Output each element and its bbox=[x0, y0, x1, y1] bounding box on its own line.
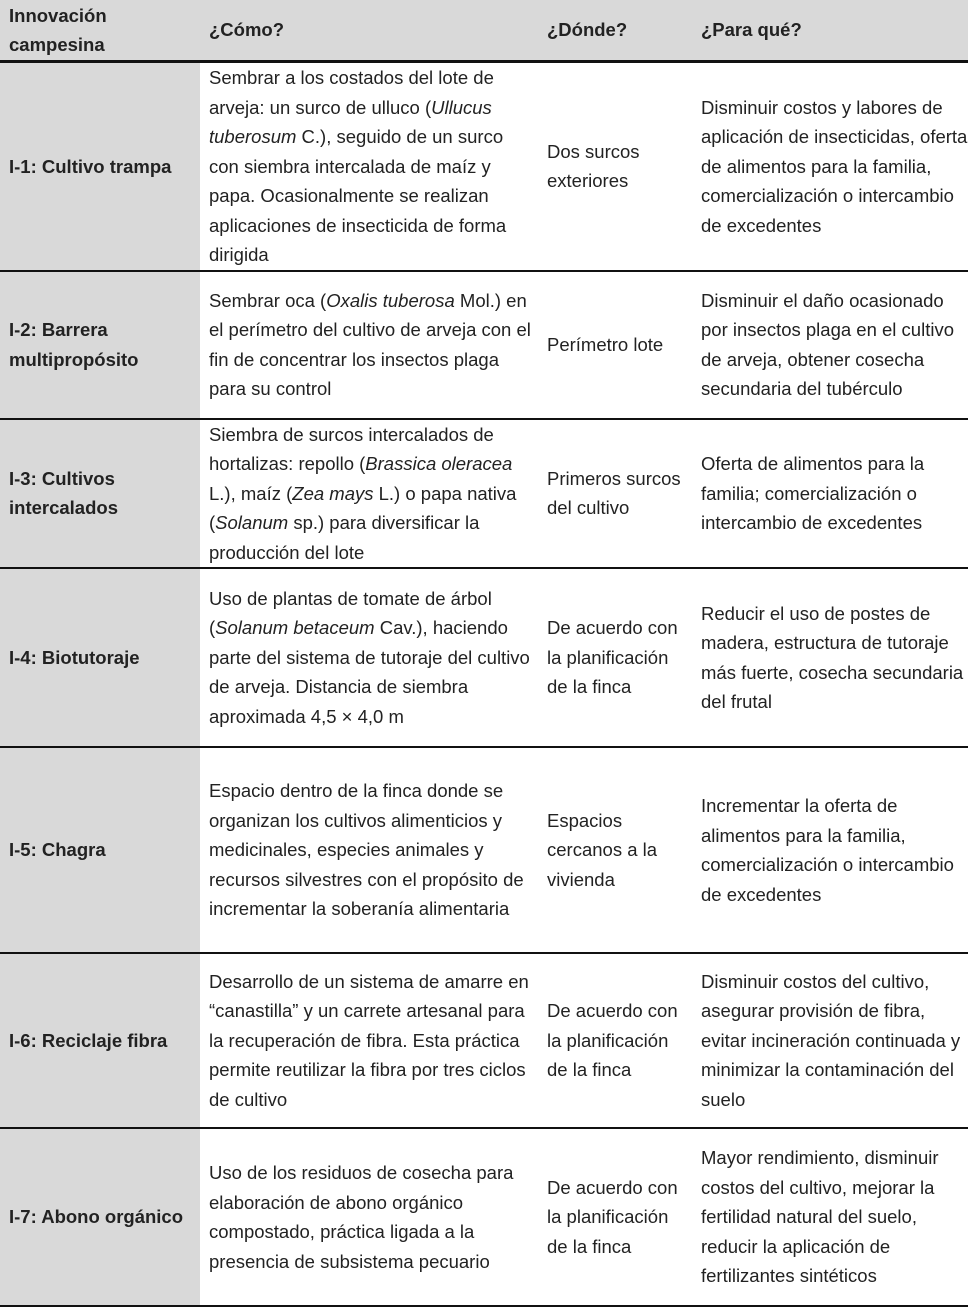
donde-cell: Primeros surcos del cultivo bbox=[538, 419, 692, 569]
header-innovacion: Innovación campesina bbox=[0, 0, 200, 62]
table-row bbox=[0, 747, 968, 953]
donde-cell: De acuerdo con la planificación de la finca bbox=[538, 568, 692, 747]
para-que-cell: Incrementar la oferta de alimentos para la familia, comercialización o intercambio de excedentes bbox=[692, 747, 968, 953]
como-cell bbox=[200, 62, 538, 271]
como-text: L.) o papa nativa ( bbox=[209, 482, 517, 533]
como-text: Sembrar a los costados del lote de arveja: un surco de ulluco ( bbox=[209, 67, 494, 118]
como-cell bbox=[200, 1128, 538, 1306]
como-text: sp.) para diversificar la producción del lote bbox=[209, 512, 480, 563]
como-text: Uso de los residuos de cosecha para elaboración de abono orgánico compostado, práctica ligada a la presencia de subsistema pecuario bbox=[209, 1162, 514, 1272]
table-row bbox=[0, 62, 968, 271]
para-que-cell: Reducir el uso de postes de madera, estructura de tutoraje más fuerte, cosecha secundaria del frutal bbox=[692, 568, 968, 747]
table-row bbox=[0, 419, 968, 569]
como-text: Desarrollo de un sistema de amarre en “canastilla” y un carrete artesanal para la recuperación de fibra. Esta práctica permite reutilizar la fibra por tres ciclos de cultivo bbox=[209, 970, 529, 1110]
como-text: Espacio dentro de la finca donde se organizan los cultivos alimenticios y medicinales, especies animales y recursos silvestres con el propósito de incrementar la soberanía alimentaria bbox=[209, 780, 524, 920]
innovation-name: I-5: Chagra bbox=[0, 747, 200, 953]
header-como: ¿Cómo? bbox=[200, 0, 538, 62]
donde-cell: Dos surcos exteriores bbox=[538, 62, 692, 271]
innovation-name: I-7: Abono orgánico bbox=[0, 1128, 200, 1306]
donde-cell: Espacios cercanos a la vivienda bbox=[538, 747, 692, 953]
para-que-cell: Disminuir el daño ocasionado por insectos plaga en el cultivo de arveja, obtener cosecha secundaria del tubérculo bbox=[692, 271, 968, 419]
species-name: Zea mays bbox=[292, 482, 374, 504]
header-donde: ¿Dónde? bbox=[538, 0, 692, 62]
como-text: C.), seguido de un surco con siembra intercalada de maíz y papa. Ocasionalmente se realizan aplicaciones de insecticida de forma dirigida bbox=[209, 126, 507, 265]
innovation-name: I-1: Cultivo trampa bbox=[0, 62, 200, 271]
table-row bbox=[0, 568, 968, 747]
species-name: Solanum betaceum bbox=[215, 617, 375, 639]
species-name: Solanum bbox=[215, 512, 289, 533]
como-text: Siembra de surcos intercalados de hortalizas: repollo ( bbox=[209, 423, 494, 474]
para-que-cell: Oferta de alimentos para la familia; comercialización o intercambio de excedentes bbox=[692, 419, 968, 569]
como-text: L.), maíz ( bbox=[209, 482, 293, 504]
como-text: Uso de plantas de tomate de árbol ( bbox=[209, 587, 492, 639]
como-cell bbox=[200, 419, 538, 569]
como-cell bbox=[200, 953, 538, 1128]
donde-cell: De acuerdo con la planificación de la finca bbox=[538, 953, 692, 1128]
como-cell bbox=[200, 271, 538, 419]
donde-cell: Perímetro lote bbox=[538, 271, 692, 419]
donde-cell: De acuerdo con la planificación de la finca bbox=[538, 1128, 692, 1306]
table-row bbox=[0, 271, 968, 419]
innovation-name: I-3: Cultivos intercalados bbox=[0, 419, 200, 569]
species-name: Brassica oleracea bbox=[365, 453, 513, 474]
como-text: Sembrar oca ( bbox=[209, 289, 327, 311]
header-row bbox=[0, 0, 968, 62]
species-name: Ullucus tuberosum bbox=[209, 96, 492, 147]
como-cell bbox=[200, 568, 538, 747]
innovation-name: I-6: Reciclaje fibra bbox=[0, 953, 200, 1128]
header-para-que: ¿Para qué? bbox=[692, 0, 968, 62]
table-row bbox=[0, 1128, 968, 1306]
table-row bbox=[0, 953, 968, 1128]
species-name: Oxalis tuberosa bbox=[326, 289, 455, 311]
para-que-cell: Disminuir costos y labores de aplicación de insecticidas, oferta de alimentos para la familia, comercialización o intercambio de excedentes bbox=[692, 62, 968, 271]
como-text: Cav.), haciendo parte del sistema de tutoraje del cultivo de arveja. Distancia de siembra aproximada 4,5 × 4,0 m bbox=[209, 617, 530, 727]
para-que-cell: Disminuir costos del cultivo, asegurar provisión de fibra, evitar incineración continuada y minimizar la contaminación del suelo bbox=[692, 953, 968, 1128]
innovation-name: I-2: Barrera multipropósito bbox=[0, 271, 200, 419]
como-cell bbox=[200, 747, 538, 953]
innovation-name: I-4: Biotutoraje bbox=[0, 568, 200, 747]
como-text: Mol.) en el perímetro del cultivo de arveja con el fin de concentrar los insectos plaga para su control bbox=[209, 289, 531, 399]
para-que-cell: Mayor rendimiento, disminuir costos del cultivo, mejorar la fertilidad natural del suelo, reducir la aplicación de fertilizantes sintéticos bbox=[692, 1128, 968, 1306]
